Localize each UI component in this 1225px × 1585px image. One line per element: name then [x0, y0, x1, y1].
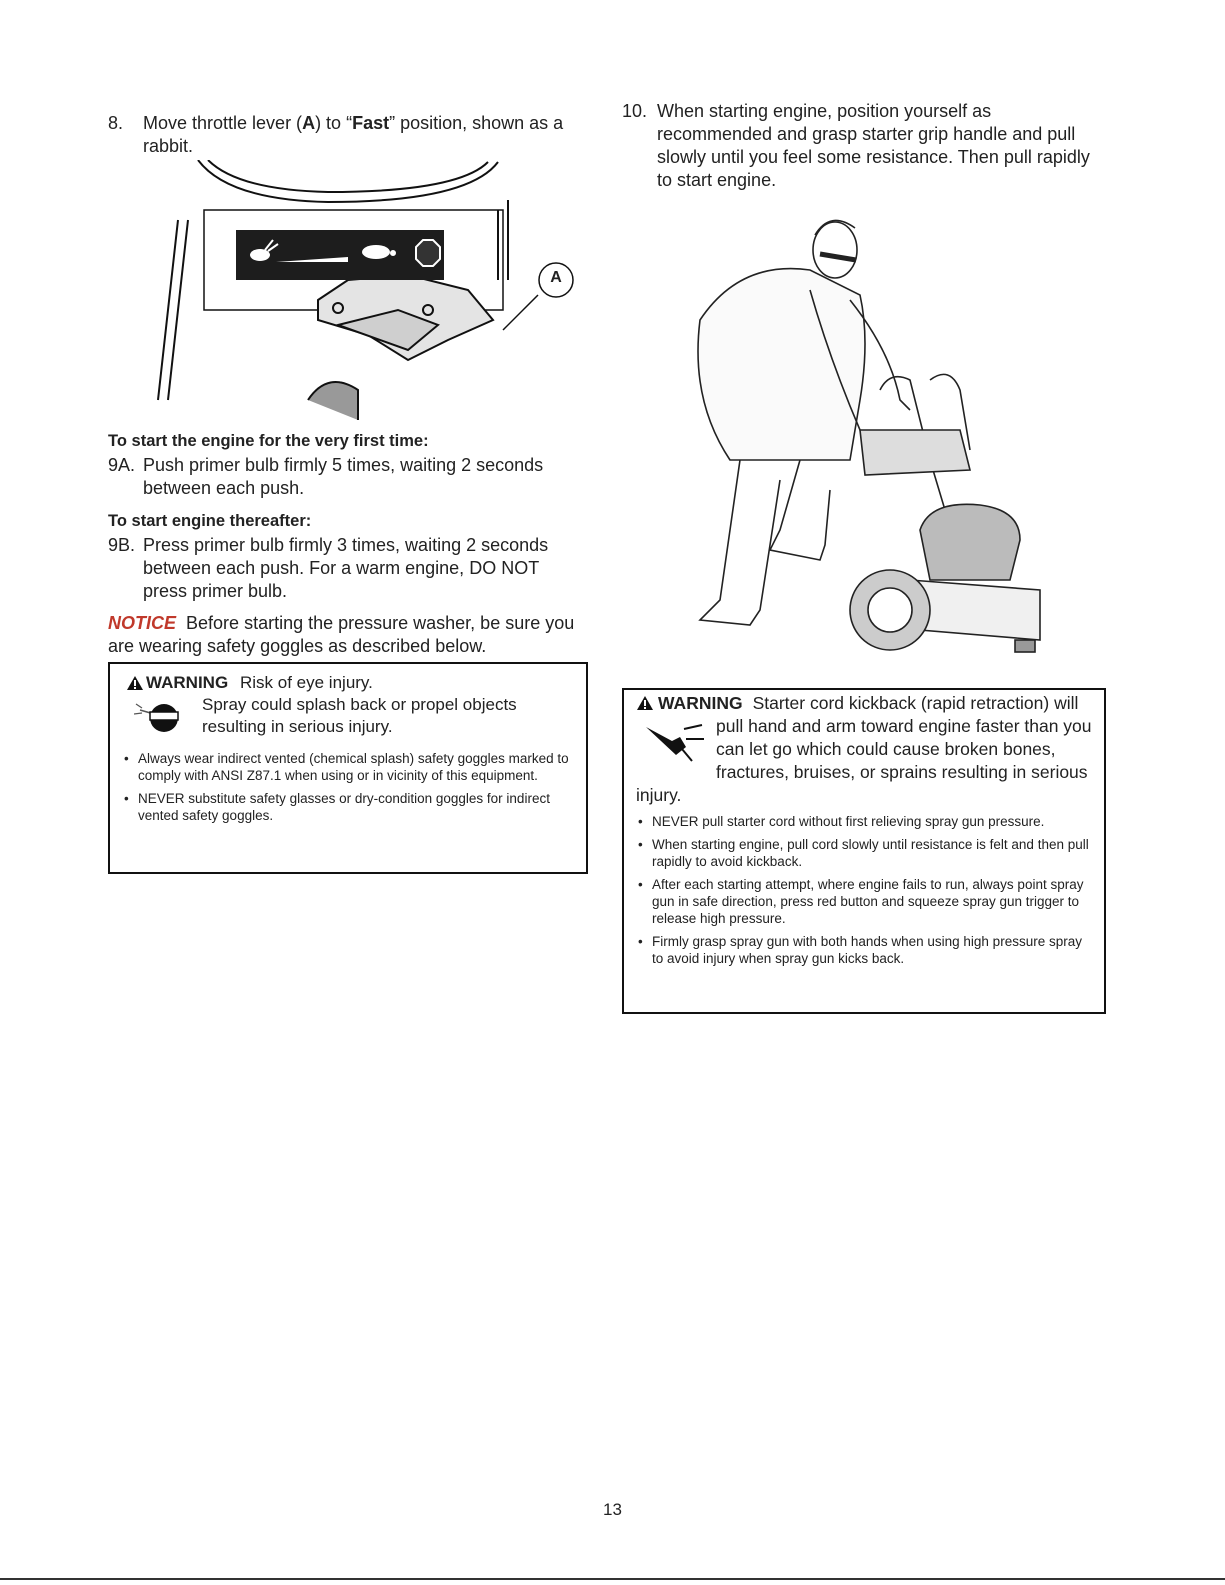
warning-body: Spray could splash back or propel objects resulting in serious injury. [202, 695, 517, 736]
notice-paragraph [108, 612, 578, 658]
stop-octagon-icon [416, 240, 440, 266]
thereafter-heading: To start engine thereafter: [108, 512, 312, 530]
kickback-hand-icon [642, 717, 708, 763]
step-number: 9B. [108, 535, 136, 555]
callout-a-label: A [550, 269, 562, 286]
list-item: • After each starting attempt, where engine fails to run, always point spray gun in safe direction, press red button and squeeze spray gun trigger to release high pressure. [638, 877, 1084, 926]
step-text: Move throttle lever (A) to “Fast” position, shown as a rabbit. [143, 113, 564, 156]
step-8 [108, 112, 588, 158]
step-text: When starting engine, position yourself as recommended and grasp starter grip handle and pull slowly until you feel some resistance. Then pull rapidly to start engine. [657, 101, 1090, 190]
throttle-lever-figure [108, 160, 588, 420]
warning-label: WARNING [658, 693, 743, 713]
step-9a [108, 454, 588, 500]
warning-headline: Starter cord kickback (rapid retraction) will pull hand and arm toward engine faster than you can let go which could cause broken bones, fractures, bruises, or sprains resulting in serious injury. [636, 693, 1092, 805]
goggles-icon [134, 696, 180, 740]
warning-triangle-icon [126, 675, 144, 691]
warning-bullets [636, 813, 1092, 967]
step-text: Press primer bulb firmly 3 times, waiting 2 seconds between each push. For a warm engine, DO NOT press primer bulb. [143, 535, 549, 601]
step-number: 8. [108, 113, 124, 133]
list-item: • Always wear indirect vented (chemical splash) safety goggles marked to comply with ANSI Z87.1 when using or in vicinity of this equipment. [124, 751, 569, 783]
notice-label: NOTICE [108, 613, 177, 633]
first-time-heading: To start the engine for the very first time: [108, 432, 429, 450]
safety-goggles [820, 254, 856, 260]
starting-engine-figure [660, 200, 1080, 670]
bottom-rule [0, 1578, 1225, 1580]
step-10 [622, 100, 1092, 192]
list-item: • NEVER pull starter cord without first relieving spray gun pressure. [638, 814, 1045, 829]
page-number: 13 [603, 1500, 622, 1519]
left-column [108, 112, 588, 656]
list-item: • Firmly grasp spray gun with both hands when using high pressure spray to avoid injury when spray gun kicks back. [638, 934, 1082, 966]
step-number: 10. [622, 101, 648, 121]
warning-header [636, 692, 1092, 807]
step-9b [108, 534, 578, 603]
warning-box-kickback [622, 688, 1106, 1014]
notice-text: Before starting the pressure washer, be sure you are wearing safety goggles as described below. [108, 613, 575, 656]
warning-triangle-icon [636, 695, 654, 711]
right-column [622, 100, 1102, 192]
list-item: • NEVER substitute safety glasses or dry-condition goggles for indirect vented safety goggles. [124, 791, 550, 823]
warning-label: WARNING [146, 673, 229, 692]
warning-headline: Risk of eye injury. [240, 673, 373, 692]
step-text: Push primer bulb firmly 5 times, waiting 2 seconds between each push. [143, 455, 544, 498]
warning-box-eye-injury [108, 662, 588, 874]
step-number: 9A. [108, 455, 136, 475]
warning-header [122, 672, 576, 738]
warning-bullets [122, 750, 576, 824]
list-item: • When starting engine, pull cord slowly until resistance is felt and then pull rapidly to avoid kickback. [638, 837, 1089, 869]
